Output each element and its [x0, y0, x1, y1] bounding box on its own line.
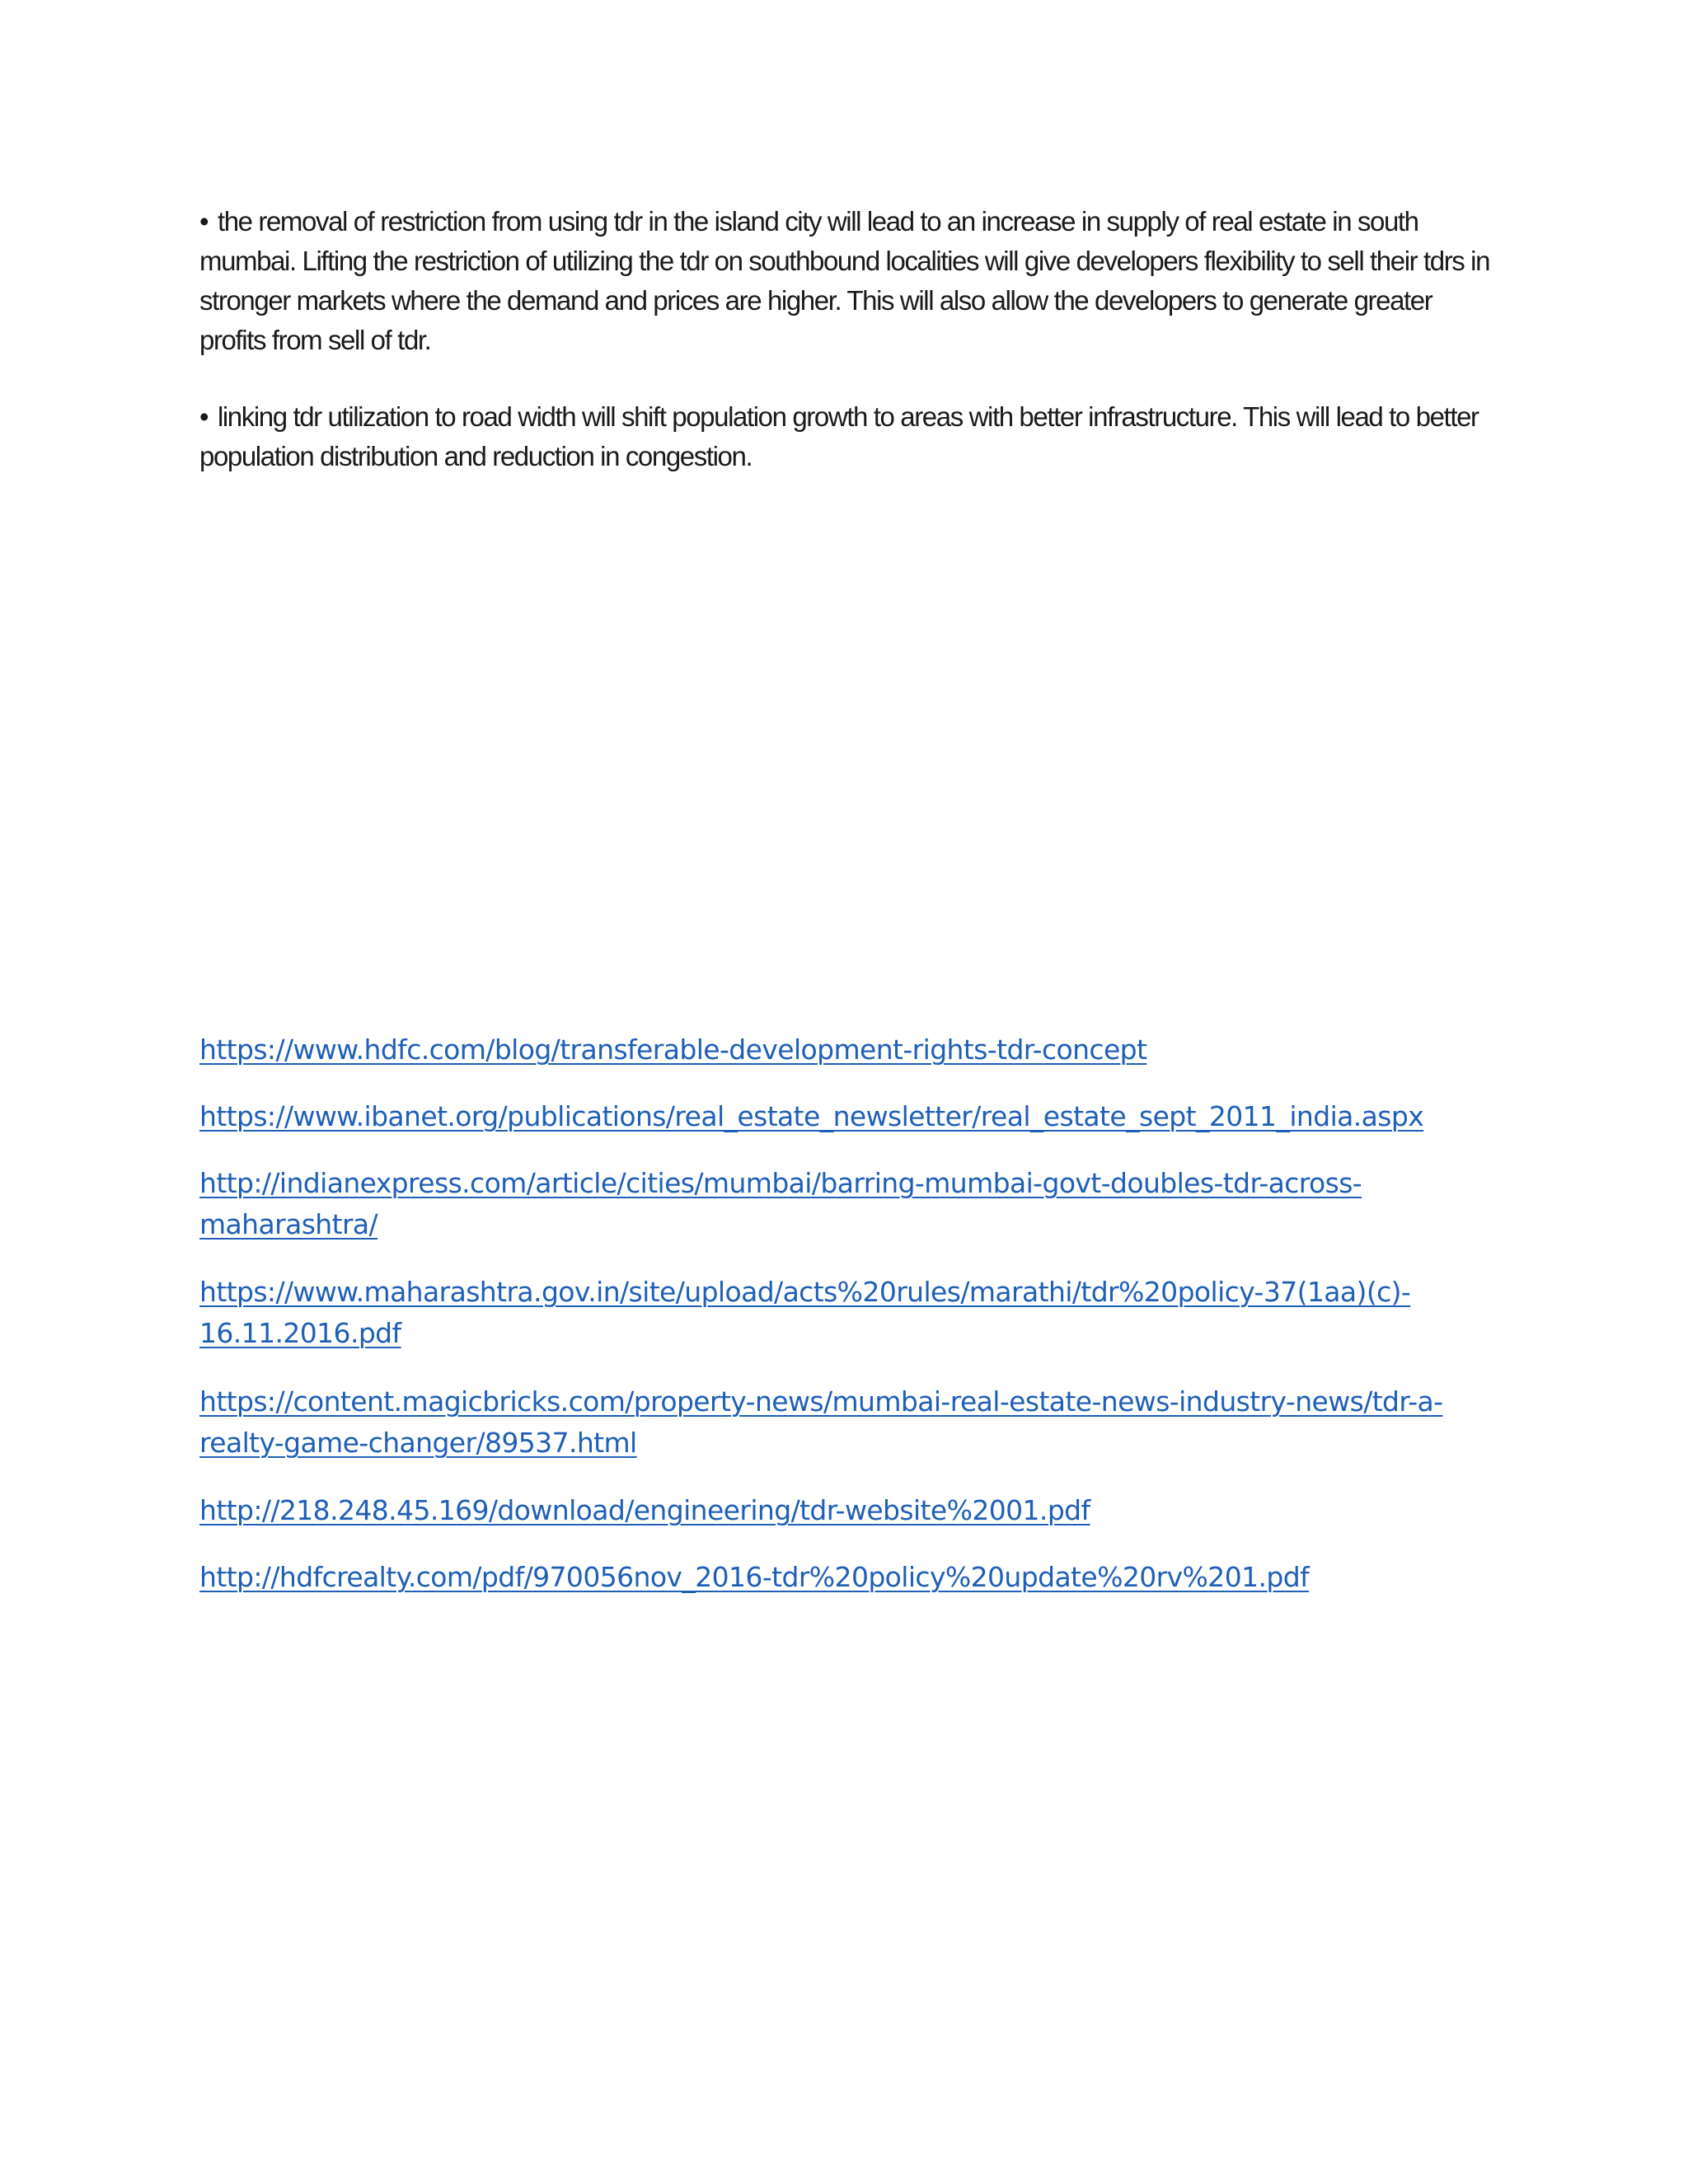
reference-link-line[interactable]: http://hdfcrealty.com/pdf/970056nov_2016-tdr%20policy%20update%20rv%201.pdf	[199, 1561, 1310, 1593]
reference-link-line[interactable]: https://www.ibanet.org/publications/real_estate_newsletter/real_estate_sept_2011_india.aspx	[199, 1100, 1424, 1132]
reference-link-maharashtra-gov[interactable]	[199, 1272, 1502, 1354]
reference-link-indianexpress[interactable]	[199, 1163, 1502, 1245]
reference-link-line[interactable]: https://content.magicbricks.com/property-news/mumbai-real-estate-news-industry-news/tdr-a-	[199, 1385, 1443, 1418]
reference-link-line[interactable]: realty-game-changer/89537.html	[199, 1427, 637, 1459]
reference-link-line[interactable]: http://218.248.45.169/download/engineering/tdr-website%2001.pdf	[199, 1494, 1090, 1526]
bullet-icon: •	[199, 401, 209, 432]
paragraph-text: linking tdr utilization to road width will shift population growth to areas with better infrastructure. This will lead to better population distribution and reduction in congestion.	[199, 401, 1479, 471]
reference-link-engineering-pdf[interactable]	[199, 1490, 1502, 1531]
reference-link-line[interactable]: https://www.maharashtra.gov.in/site/upload/acts%20rules/marathi/tdr%20policy-37(1aa)(c)-	[199, 1276, 1411, 1308]
reference-link-ibanet[interactable]	[199, 1096, 1502, 1137]
bullet-paragraph-tdr-restriction-removal	[199, 202, 1493, 360]
reference-link-line[interactable]: https://www.hdfc.com/blog/transferable-development-rights-tdr-concept	[199, 1033, 1147, 1066]
reference-link-hdfc-blog[interactable]	[199, 1029, 1502, 1071]
reference-link-magicbricks[interactable]	[199, 1381, 1502, 1464]
reference-link-hdfcrealty-pdf[interactable]	[199, 1557, 1502, 1598]
reference-link-line[interactable]: maharashtra/	[199, 1208, 378, 1240]
bullet-paragraph-tdr-road-width	[199, 397, 1493, 476]
bullet-icon: •	[199, 206, 209, 237]
reference-link-line[interactable]: 16.11.2016.pdf	[199, 1317, 401, 1349]
paragraph-text: the removal of restriction from using tdr in the island city will lead to an increase in supply of real estate in south mumbai. Lifting the restriction of utilizing the tdr on southbound localities will give developers flexibility to sell their tdrs in stronger markets where the demand and prices are higher. This will also allow the developers to generate greater profits from sell of tdr.	[199, 206, 1490, 355]
reference-link-line[interactable]: http://indianexpress.com/article/cities/mumbai/barring-mumbai-govt-doubles-tdr-across-	[199, 1167, 1362, 1199]
